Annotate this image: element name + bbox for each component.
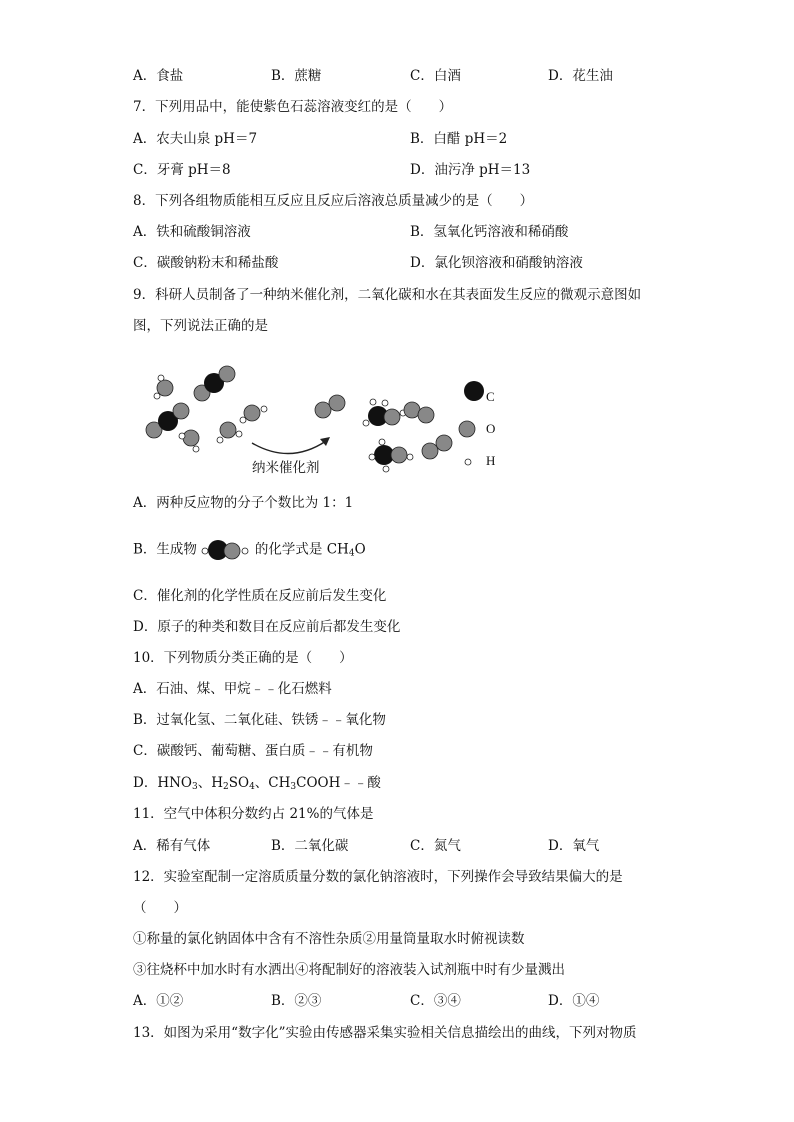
legend-oxygen-icon	[459, 421, 475, 437]
q12-items-line1: ①称量的氯化钠固体中含有不溶性杂质②用量筒量取水时俯视读数	[133, 931, 525, 947]
q11-stem: 11．空气中体积分数约占 21%的气体是	[133, 806, 374, 822]
q10-option-a: A．石油、煤、甲烷﹣﹣化石燃料	[133, 681, 332, 697]
q12-items-line2: ③往烧杯中加水时有水洒出④将配制好的溶液装入试剂瓶中时有少量溅出	[133, 962, 565, 978]
q9-option-a: A．两种反应物的分子个数比为 1：1	[133, 495, 354, 511]
q10-d-part: 、H	[197, 775, 223, 791]
arrow-head-icon	[320, 437, 330, 446]
q8-stem: 8．下列各组物质能相互反应且反应后溶液总质量减少的是（ ）	[133, 193, 534, 209]
legend-carbon-label: C	[486, 389, 495, 404]
reactant-water-4	[217, 422, 242, 443]
reactant-water-2	[240, 405, 267, 423]
legend-carbon-icon	[464, 381, 484, 401]
q8-option-c: C．碳酸钠粉末和稀盐酸	[133, 255, 279, 271]
q11-option-d: D．氧气	[548, 838, 600, 854]
q10-option-b: B．过氧化氢、二氧化硅、铁锈﹣﹣氧化物	[133, 712, 386, 728]
q7-stem: 7．下列用品中，能使紫色石蕊溶液变红的是（ ）	[133, 99, 453, 115]
q9-stem-line2: 图，下列说法正确的是	[133, 318, 268, 334]
q13-stem: 13．如图为采用“数字化”实验由传感器采集实验相关信息描绘出的曲线，下列对物质	[133, 1025, 637, 1041]
q9-option-b-suffix: 的化学式是 CH	[254, 541, 349, 558]
q10-stem: 10．下列物质分类正确的是（ ）	[133, 650, 353, 666]
product-methanol-1	[363, 399, 406, 426]
q9-option-b-prefix: B．生成物	[133, 541, 197, 558]
q9-option-d: D．原子的种类和数目在反应前后都发生变化	[133, 619, 401, 635]
legend-hydrogen-icon	[465, 459, 471, 465]
catalyst-label: 纳米催化剂	[252, 460, 320, 475]
q12-option-c: C．③④	[410, 993, 461, 1009]
q12-option-a: A．①②	[133, 993, 184, 1009]
q7-option-a: A．农夫山泉 pH＝7	[133, 131, 258, 147]
q6-option-d: D．花生油	[548, 68, 613, 84]
q9-option-c: C．催化剂的化学性质在反应前后发生变化	[133, 588, 387, 604]
q9-option-b	[133, 539, 366, 561]
q7-option-b: B．白醋 pH＝2	[410, 131, 508, 147]
q8-option-d: D．氯化钡溶液和硝酸钠溶液	[410, 255, 583, 271]
q10-d-part: 、CH	[254, 775, 291, 791]
reactant-co2-1	[194, 366, 235, 401]
product-methanol-2	[369, 439, 413, 472]
q10-option-d	[133, 773, 381, 793]
q12-stem: 12．实验室配制一定溶质质量分数的氯化钠溶液时，下列操作会导致结果偏大的是	[133, 869, 623, 885]
q10-option-c: C．碳酸钙、葡萄糖、蛋白质﹣﹣有机物	[133, 743, 373, 759]
q6-option-a: A．食盐	[133, 68, 184, 84]
q10-d-sub: 3	[290, 782, 297, 792]
q9-stem-line1: 9．科研人员制备了一种纳米催化剂，二氧化碳和水在其表面发生反应的微观示意图如	[133, 287, 642, 303]
q10-d-sub: 4	[249, 782, 255, 792]
reactant-water-3	[179, 430, 199, 452]
q12-stem-paren: （ ）	[133, 900, 187, 916]
q11-option-b: B．二氧化碳	[271, 838, 349, 854]
q10-d-part: D．HNO	[133, 775, 192, 791]
reactant-water-1	[154, 375, 173, 399]
q10-d-part: COOH﹣﹣酸	[296, 775, 381, 791]
reaction-micro-diagram	[140, 365, 520, 483]
q9-option-b-subscript: 4	[348, 548, 355, 559]
q7-option-c: C．牙膏 pH＝8	[133, 162, 231, 178]
product-o2	[315, 395, 345, 418]
q9-option-b-end: O	[354, 541, 366, 558]
legend-oxygen-label: O	[486, 421, 496, 436]
q8-option-a: A．铁和硫酸铜溶液	[133, 224, 251, 240]
product-o2-3	[422, 435, 452, 459]
q10-d-part: SO	[228, 775, 250, 791]
reaction-arrow	[252, 441, 326, 454]
product-o2-2	[404, 402, 434, 423]
q10-d-sub: 2	[223, 782, 229, 792]
q12-option-b: B．②③	[271, 993, 322, 1009]
q11-option-a: A．稀有气体	[133, 838, 211, 854]
q6-option-c: C．白酒	[410, 68, 461, 84]
q8-option-b: B．氢氧化钙溶液和稀硝酸	[410, 224, 569, 240]
q12-option-d: D．①④	[548, 993, 600, 1009]
legend-hydrogen-label: H	[486, 453, 496, 468]
q10-d-sub: 3	[191, 782, 198, 792]
q6-option-b: B．蔗糖	[271, 68, 322, 84]
q11-option-c: C．氮气	[410, 838, 461, 854]
q7-option-d: D．油污净 pH＝13	[410, 162, 531, 178]
methanol-molecule-icon	[199, 539, 253, 561]
